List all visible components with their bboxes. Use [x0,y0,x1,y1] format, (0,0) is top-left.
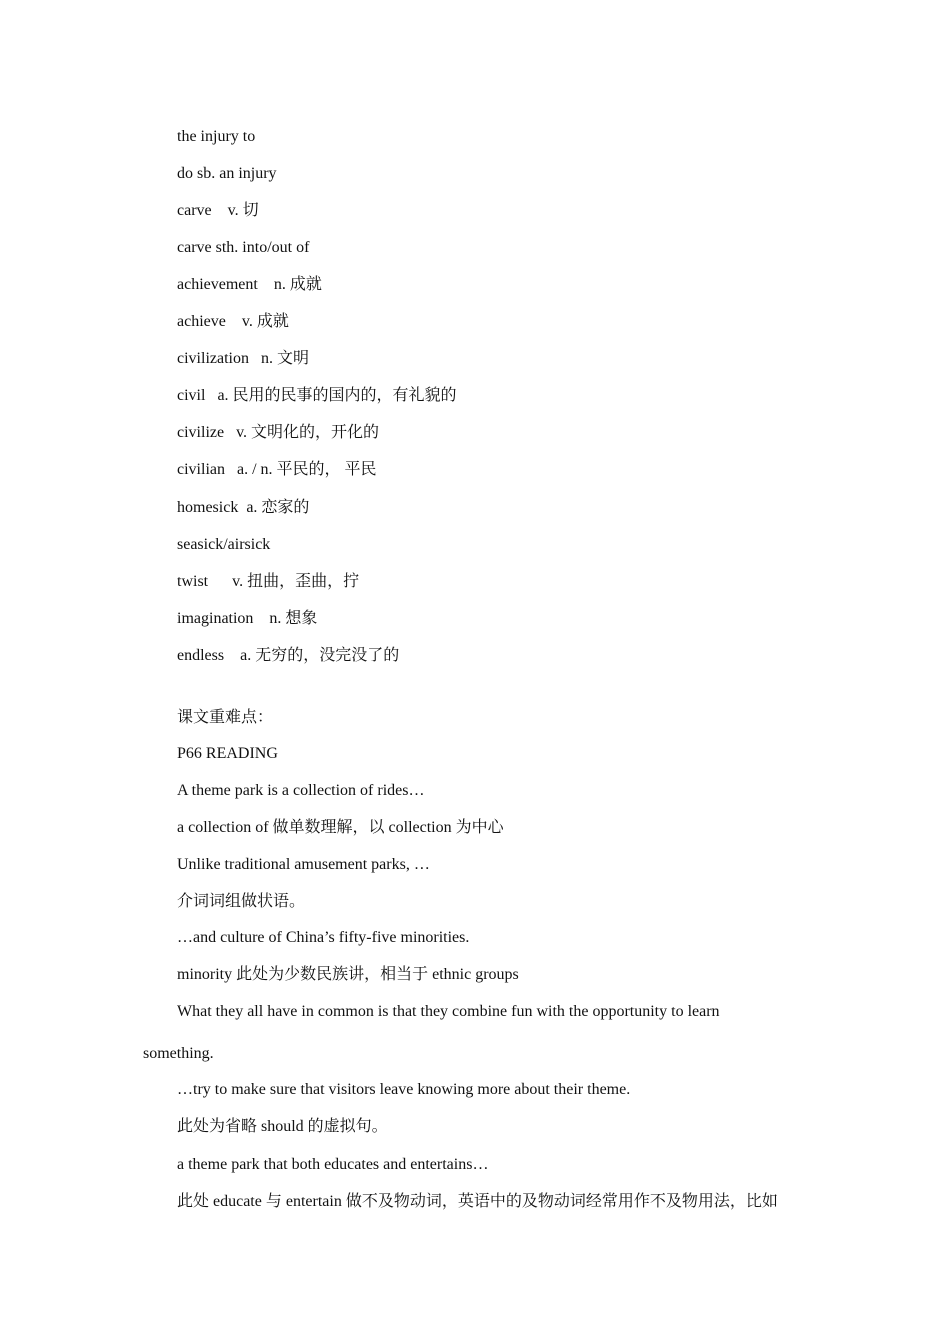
vocab-line: the injury to [177,128,256,145]
note-line: A theme park is a collection of rides… [177,782,425,799]
vocab-line: homesick a. 恋家的 [177,499,310,516]
note-line: Unlike traditional amusement parks, … [177,856,430,873]
vocab-line: civilian a. / n. 平民的， 平民 [177,461,377,478]
vocab-line: imagination n. 想象 [177,610,318,627]
vocab-line: do sb. an injury [177,165,277,182]
notes-heading: 课文重难点： [177,709,274,726]
vocab-line: seasick/airsick [177,536,271,553]
note-line-continuation: something. [143,1045,214,1062]
vocab-line: achieve v. 成就 [177,313,289,330]
vocab-line: civilization n. 文明 [177,350,309,367]
vocab-line: civilize v. 文明化的，开化的 [177,424,380,441]
note-line: a collection of 做单数理解，以 collection 为中心 [177,819,504,836]
section-title: P66 READING [177,745,278,762]
note-line: …and culture of China’s fifty-five minorities. [177,929,470,946]
note-line: 介词词组做状语。 [177,893,306,910]
note-line: What they all have in common is that they combine fun with the opportunity to learn [177,1003,720,1020]
note-line: 此处为省略 should 的虚拟句。 [177,1118,388,1135]
note-line: a theme park that both educates and entertains… [177,1156,489,1173]
vocab-line: carve v. 切 [177,202,259,219]
vocab-line: civil a. 民用的民事的国内的，有礼貌的 [177,387,457,404]
note-line: …try to make sure that visitors leave knowing more about their theme. [177,1081,631,1098]
note-line: 此处 educate 与 entertain 做不及物动词，英语中的及物动词经常用作不及物用法，比如 [177,1193,778,1210]
vocab-line: endless a. 无穷的，没完没了的 [177,647,400,664]
note-line: minority 此处为少数民族讲，相当于 ethnic groups [177,966,519,983]
vocab-line: twist v. 扭曲，歪曲，拧 [177,573,360,590]
vocab-line: carve sth. into/out of [177,239,310,256]
vocab-line: achievement n. 成就 [177,276,322,293]
